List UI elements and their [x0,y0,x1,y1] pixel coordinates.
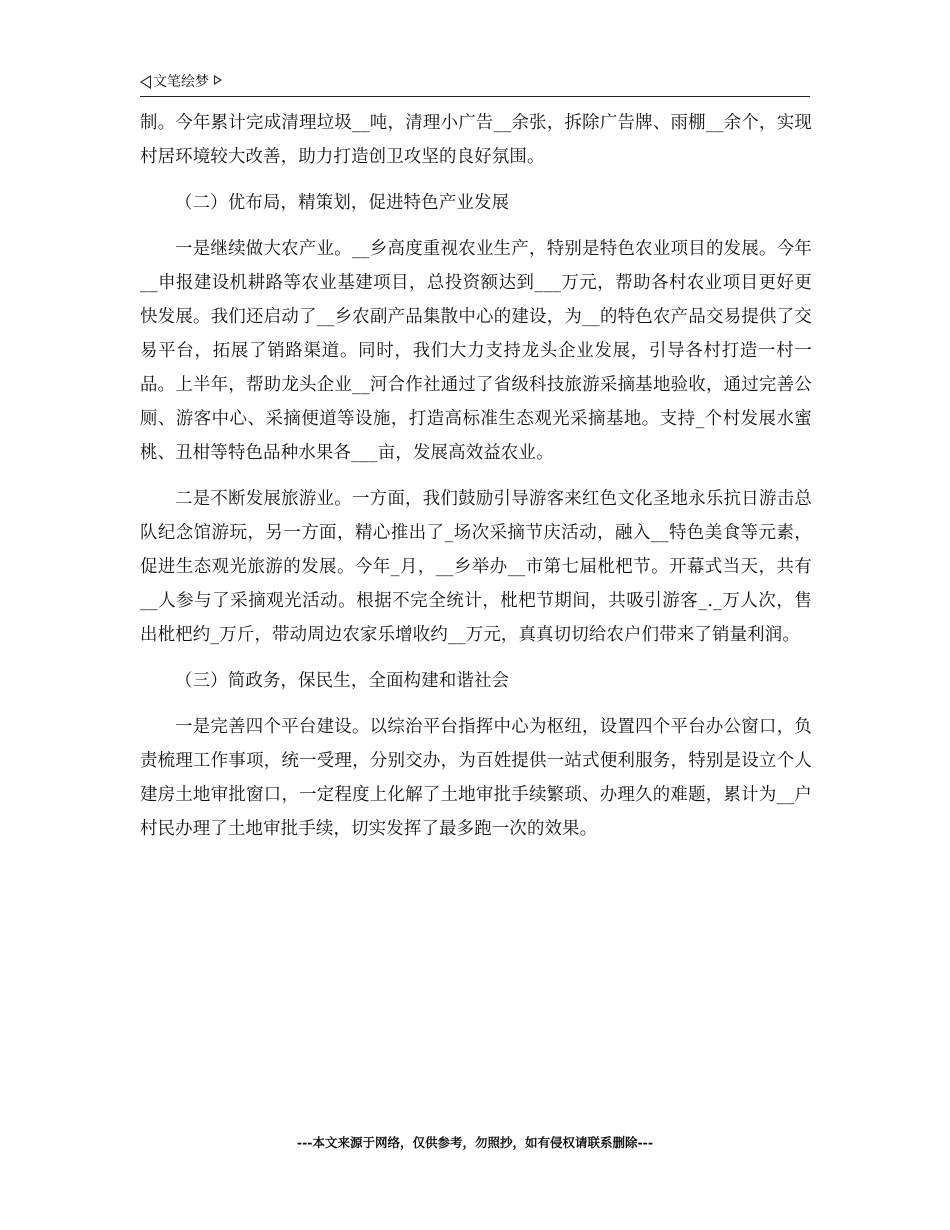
page-header [140,72,810,97]
paragraph-tourism: 二是不断发展旅游业。一方面，我们鼓励引导游客来红色文化圣地永乐抗日游击总队纪念馆游玩，另一方面，精心推出了_场次采摘节庆活动，融入__特色美食等元素，促进生态观光旅游的发展。今年_月，__乡举办__市第七届枇杷节。开幕式当天，共有__人参与了采摘观光活动。根据不完全统计，枇杷节期间，共吸引游客_._万人次，售出枇杷约_万斤，带动周边农家乐增收约__万元，真真切切给农户们带来了销量利润。 [140,489,812,645]
paragraph-agriculture: 一是继续做大农产业。__乡高度重视农业生产，特别是特色农业项目的发展。今年__申报建设机耕路等农业基建项目，总投资额达到___万元，帮助各村农业项目更好更快发展。我们还启动了__乡农副产品集散中心的建设，为__的特色农产品交易提供了交易平台，拓展了销路渠道。同时，我们大力支持龙头企业发展，引导各村打造一村一品。上半年，帮助龙头企业__河合作社通过了省级科技旅游采摘基地验收，通过完善公厕、游客中心、采摘便道等设施，打造高标准生态观光采摘基地。支持_个村发展水蜜桃、丑柑等特色品种水果各___亩，发展高效益农业。 [140,239,812,463]
header-title: 文笔绘梦 [153,74,209,90]
left-triangle-icon [140,75,151,89]
section-heading-2: （二）优布局，精策划，促进特色产业发展 [175,193,510,213]
page-footer-disclaimer: ---本文来源于网络，仅供参考，勿照抄，如有侵权请联系删除--- [296,1135,654,1150]
document-body [140,106,812,846]
paragraph-platforms: 一是完善四个平台建设。以综治平台指挥中心为枢纽，设置四个平台办公窗口，负责梳理工作事项，统一受理，分别交办，为百姓提供一站式便利服务，特别是设立个人建房土地审批窗口，一定程度上化解了土地审批手续繁琐、办理久的难题，累计为__户村民办理了土地审批手续，切实发挥了最多跑一次的效果。 [140,717,812,839]
paragraph-continuation: 制。今年累计完成清理垃圾__吨，清理小广告__余张，拆除广告牌、雨棚__余个，实现村居环境较大改善，助力打造创卫攻坚的良好氛围。 [140,113,812,167]
right-triangle-icon [214,75,222,85]
section-heading-3: （三）简政务，保民生，全面构建和谐社会 [175,671,510,691]
